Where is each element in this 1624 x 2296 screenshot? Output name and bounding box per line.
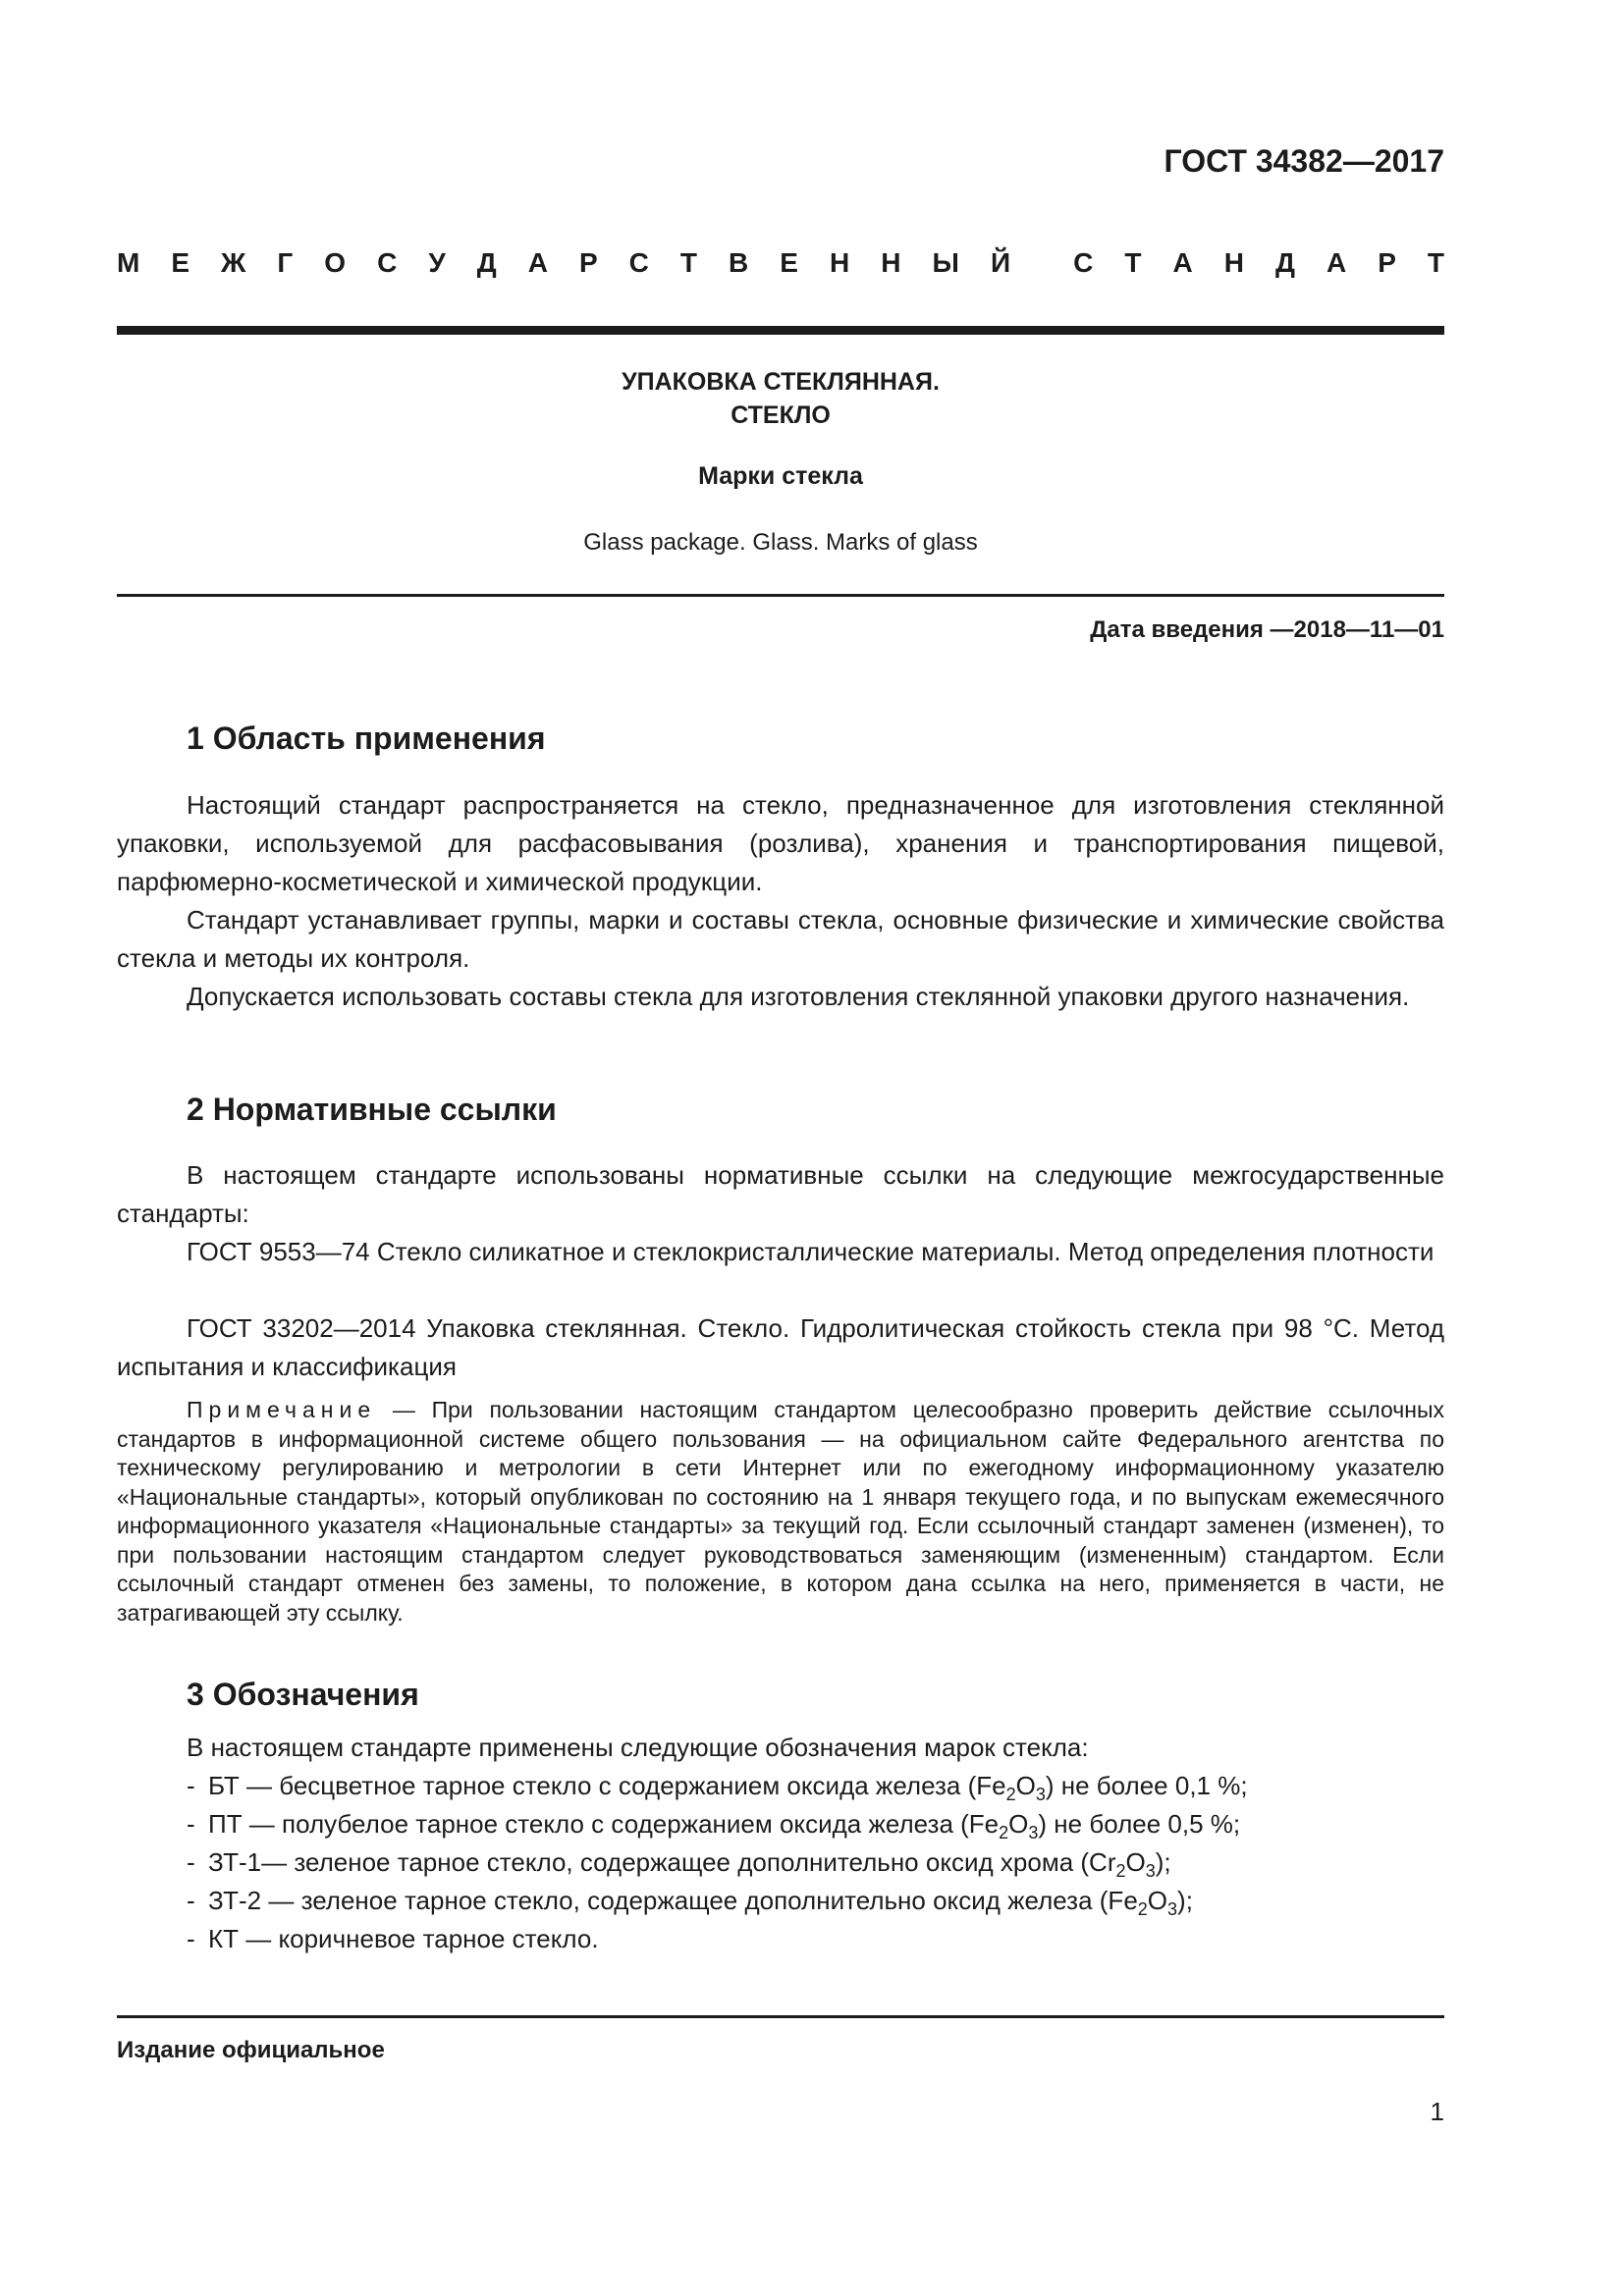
banner-letter: Т <box>1124 247 1142 278</box>
banner-letter: У <box>428 247 446 278</box>
banner-letter: Р <box>578 247 598 278</box>
formula-part: O <box>1015 1771 1036 1800</box>
list-item-tail: ) не более 0,1 %; <box>1045 1771 1248 1800</box>
section-2-reference-2: ГОСТ 33202—2014 Упаковка стеклянная. Стекло. Гидролитическая стойкость стекла при 98 °С. Метод испытания и классификация <box>117 1313 1444 1381</box>
list-dash: - <box>187 1924 195 1953</box>
page-number: 1 <box>1430 2097 1444 2126</box>
banner-letter: Р <box>1378 247 1396 278</box>
section-2-reference-1: ГОСТ 9553—74 Стекло силикатное и стеклокристаллические материалы. Метод определения плотности <box>187 1237 1435 1266</box>
introduction-date: Дата введения —2018—11—01 <box>1090 616 1444 643</box>
banner-letter: Г <box>277 247 294 278</box>
banner-letter: Ы <box>932 247 959 278</box>
document-subtitle: Марки стекла <box>698 462 863 490</box>
banner-letter: С <box>377 247 398 278</box>
edition-label: Издание официальное <box>117 2037 385 2063</box>
banner-letter: Е <box>780 247 798 278</box>
standard-type-banner <box>117 247 1444 279</box>
list-item-tail: ); <box>1177 1886 1193 1915</box>
section-1-paragraph-3: Допускается использовать составы стекла для изготовления стеклянной упаковки другого назначения. <box>187 982 1410 1011</box>
banner-letter: Н <box>881 247 901 278</box>
subscript: 2 <box>1137 1899 1148 1919</box>
banner-letter: Й <box>990 247 1011 278</box>
banner-letter: В <box>729 247 749 278</box>
gost-number: ГОСТ 34382—2017 <box>1164 143 1444 179</box>
banner-letter: Т <box>679 247 698 278</box>
document-title <box>117 365 1444 432</box>
english-title: Glass package. Glass. Marks of glass <box>583 529 978 556</box>
banner-letter: Ж <box>221 247 246 278</box>
subscript: 2 <box>1115 1861 1126 1881</box>
note-paragraph <box>117 1396 1444 1628</box>
title-line-1: УПАКОВКА СТЕКЛЯННАЯ. <box>622 368 940 396</box>
banner-letter: Н <box>1223 247 1244 278</box>
subscript: 3 <box>1028 1823 1039 1842</box>
section-1-heading: 1 Область применения <box>187 721 546 756</box>
section-2-heading: 2 Нормативные ссылки <box>187 1092 557 1127</box>
section-1-paragraph-2: Стандарт устанавливает группы, марки и составы стекла, основные физические и химические свойства стекла и методы их контроля. <box>117 905 1444 973</box>
subscript: 2 <box>999 1823 1009 1842</box>
note-label: Примечание <box>187 1397 377 1422</box>
list-item <box>187 1805 1248 1843</box>
subscript: 3 <box>1145 1861 1156 1881</box>
subscript: 2 <box>1005 1785 1016 1804</box>
banner-letter: А <box>1172 247 1193 278</box>
banner-letter: М <box>117 247 140 278</box>
section-3-heading: 3 Обозначения <box>187 1677 419 1712</box>
list-dash: - <box>187 1886 195 1915</box>
list-dash: - <box>187 1847 195 1877</box>
header-divider <box>117 326 1444 335</box>
list-item-text: БТ — бесцветное тарное стекло с содержанием оксида железа (Fe <box>208 1771 1006 1800</box>
list-item-text: ЗТ-2 — зеленое тарное стекло, содержащее дополнительно оксид железа (Fe <box>208 1886 1138 1915</box>
formula-part: O <box>1008 1809 1029 1839</box>
section-3-intro: В настоящем стандарте применены следующие обозначения марок стекла: <box>187 1733 1089 1762</box>
list-item-tail: ); <box>1155 1847 1171 1877</box>
subscript: 3 <box>1167 1899 1178 1919</box>
note-text: — При пользовании настоящим стандартом целесообразно проверить действие ссылочных стандартов в информационной системе общего пользования — на официальном сайте Федерального агентства по техническому регулированию и метрологии в сети Интернет или по ежегодному информационному указателю «Национальные стандарты», который опубликован по состоянию на 1 января текущего года, и по выпускам ежемесячного информационного указателя «Национальные стандарты» за текущий год. Если ссылочный стандарт заменен (изменен), то при пользовании настоящим стандартом следует руководствоваться заменяющим (измененным) стандартом. Если ссылочный стандарт отменен без замены, то положение, в котором дана ссылка на него, применяется в части, не затрагивающей эту ссылку. <box>117 1397 1444 1626</box>
banner-letter: О <box>324 247 347 278</box>
list-item-tail: ) не более 0,5 %; <box>1038 1809 1241 1839</box>
subscript: 3 <box>1035 1785 1046 1804</box>
section-1-paragraph-1: Настоящий стандарт распространяется на стекло, предназначенное для изготовления стеклянной упаковки, используемой для расфасовывания (розлива), хранения и транспортирования пищевой, парфюмерно-косметической и химической продукции. <box>117 790 1444 896</box>
list-item-text: ЗТ-1— зеленое тарное стекло, содержащее дополнительно оксид хрома (Cr <box>208 1847 1116 1877</box>
list-item <box>187 1843 1248 1882</box>
banner-letter: Н <box>830 247 850 278</box>
list-item <box>187 1882 1248 1920</box>
list-item <box>187 1767 1248 1805</box>
title-line-2: СТЕКЛО <box>731 401 831 429</box>
list-item-text: КТ — коричневое тарное стекло. <box>208 1924 599 1953</box>
list-item-text: ПТ — полубелое тарное стекло с содержанием оксида железа (Fe <box>208 1809 1000 1839</box>
banner-letter: Д <box>476 247 497 278</box>
list-dash: - <box>187 1809 195 1839</box>
banner-letter: А <box>1326 247 1347 278</box>
banner-letter: С <box>1073 247 1094 278</box>
list-item <box>187 1920 1248 1958</box>
designation-list <box>187 1767 1248 1958</box>
banner-letter: А <box>527 247 548 278</box>
list-dash: - <box>187 1771 195 1800</box>
section-2-paragraph-1: В настоящем стандарте использованы нормативные ссылки на следующие межгосударственные стандарты: <box>117 1160 1444 1228</box>
banner-letter: Е <box>171 247 190 278</box>
footer-divider <box>117 2015 1444 2018</box>
banner-letter: Д <box>1274 247 1295 278</box>
banner-letter: Т <box>1427 247 1444 278</box>
banner-letter: С <box>628 247 649 278</box>
formula-part: O <box>1147 1886 1168 1915</box>
title-divider <box>117 594 1444 597</box>
formula-part: O <box>1125 1847 1146 1877</box>
